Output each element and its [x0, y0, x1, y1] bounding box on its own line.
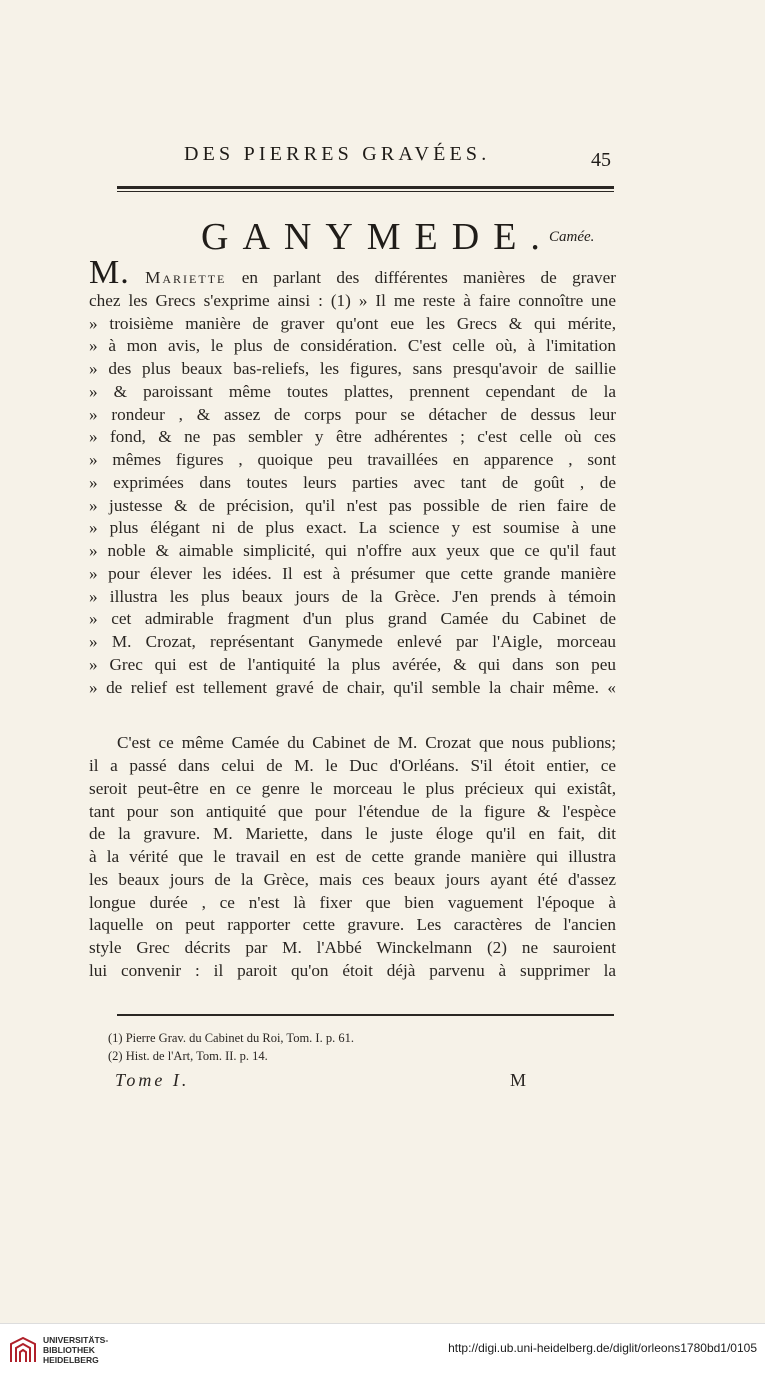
text-line: » mêmes figures , quoique peu travaillées en apparence , sont	[89, 450, 616, 469]
text-line: tant pour son antiquité que pour l'étendue de la figure & l'espèce	[89, 801, 616, 821]
text-line: C'est ce même Camée du Cabinet de M. Crozat que nous publions;	[117, 733, 616, 753]
library-name-line: BIBLIOTHEK	[43, 1345, 95, 1355]
page-number: 45	[591, 149, 611, 171]
footnote-1: (1) Pierre Grav. du Cabinet du Roi, Tom. I. p. 61.	[108, 1031, 354, 1045]
drop-cap: M.	[89, 254, 130, 291]
text-line: à la vérité que le travail en est de cette grande manière qui illustra	[89, 847, 616, 866]
gathering-mark: M	[510, 1070, 527, 1090]
footnotes	[108, 1029, 608, 1065]
text-line: » cet admirable fragment d'un plus grand Camée du Cabinet de	[89, 609, 616, 629]
volume-signature: Tome I.	[115, 1070, 190, 1090]
library-name-line: UNIVERSITÄTS-	[43, 1335, 109, 1345]
section-title: GANYMEDE.	[201, 216, 554, 258]
text-line: » pour élever les idées. Il est à présumer que cette grande manière	[89, 563, 616, 583]
footnote-2: (2) Hist. de l'Art, Tom. II. p. 14.	[108, 1049, 268, 1063]
section-subtitle: Camée.	[549, 229, 595, 245]
text-line: » illustra les plus beaux jours de la Grèce. J'en prends à témoin	[89, 586, 616, 606]
text-line: laquelle on peut rapporter cette gravure. Les caractères de l'ancien	[89, 915, 616, 935]
text-line: » rondeur , & assez de corps pour se détacher de dessus leur	[89, 404, 616, 424]
running-head	[0, 143, 765, 173]
text-line: » Grec qui est de l'antiquité la plus avérée, & qui dans son peu	[89, 654, 616, 674]
author-name: Mariette	[145, 268, 227, 287]
text-line: » des plus beaux bas-reliefs, les figures, sans presqu'avoir de saillie	[89, 359, 616, 378]
footnote-rule	[117, 1014, 614, 1016]
text-line: » troisième manière de graver qu'ont eue les Grecs & qui mérite,	[89, 313, 616, 333]
library-name[interactable]	[43, 1335, 108, 1365]
text-line: il a passé dans celui de M. le Duc d'Orléans. S'il étoit entier, ce	[89, 756, 616, 775]
text-line: longue durée , ce n'est là fixer que bien vaguement l'époque à	[89, 892, 616, 912]
viewer-footer	[0, 1323, 765, 1378]
source-url[interactable]: http://digi.ub.uni-heidelberg.de/diglit/orleons1780bd1/0105	[448, 1341, 757, 1355]
text-line: lui convenir : il paroit qu'on étoit déjà parvenu à supprimer la	[89, 960, 616, 980]
body-text	[89, 254, 616, 983]
paragraph-2	[89, 732, 616, 982]
text-line: » & paroissant même toutes plattes, prennent cependant de la	[89, 381, 616, 401]
header-rule-thin	[117, 191, 614, 192]
library-name-line: HEIDELBERG	[43, 1355, 99, 1365]
text-line: » à mon avis, le plus de considération. C'est celle où, à l'imitation	[89, 336, 616, 356]
text-line: M. Mariette en parlant des différentes manières de graver	[89, 254, 616, 291]
text-line: les beaux jours de la Grèce, mais ces beaux jours ayant été d'assez	[89, 869, 616, 889]
running-title: DES PIERRES GRAVÉES.	[184, 143, 491, 165]
text-line: » exprimées dans toutes leurs parties avec tant de goût , de	[89, 472, 616, 492]
signature-row	[0, 1070, 765, 1092]
library-logo-icon[interactable]	[8, 1335, 38, 1365]
text-line: » plus élégant ni de plus exact. La science y est soumise à une	[89, 518, 616, 538]
text-line: » de relief est tellement gravé de chair, qu'il semble la chair même. «	[89, 677, 616, 697]
text-line: seroit peut-être en ce genre le morceau le plus précieux qui existât,	[89, 778, 616, 798]
paragraph-1	[89, 254, 616, 699]
text-line: style Grec décrits par M. l'Abbé Winckelmann (2) ne sauroient	[89, 938, 616, 957]
text-line: chez les Grecs s'exprime ainsi : (1) » Il me reste à faire connoître une	[89, 290, 616, 310]
text-line: » justesse & de précision, qu'il n'est pas possible de rien faire de	[89, 495, 616, 515]
header-rule-thick	[117, 186, 614, 189]
text-line: de la gravure. M. Mariette, dans le juste éloge qu'il en fait, dit	[89, 824, 616, 844]
text-line: » fond, & ne pas sembler y être adhérentes ; c'est celle où ces	[89, 427, 616, 447]
text-line: » M. Crozat, représentant Ganymede enlevé par l'Aigle, morceau	[89, 632, 616, 651]
text-line: » noble & aimable simplicité, qui n'offre aux yeux que ce qu'il faut	[89, 541, 616, 560]
